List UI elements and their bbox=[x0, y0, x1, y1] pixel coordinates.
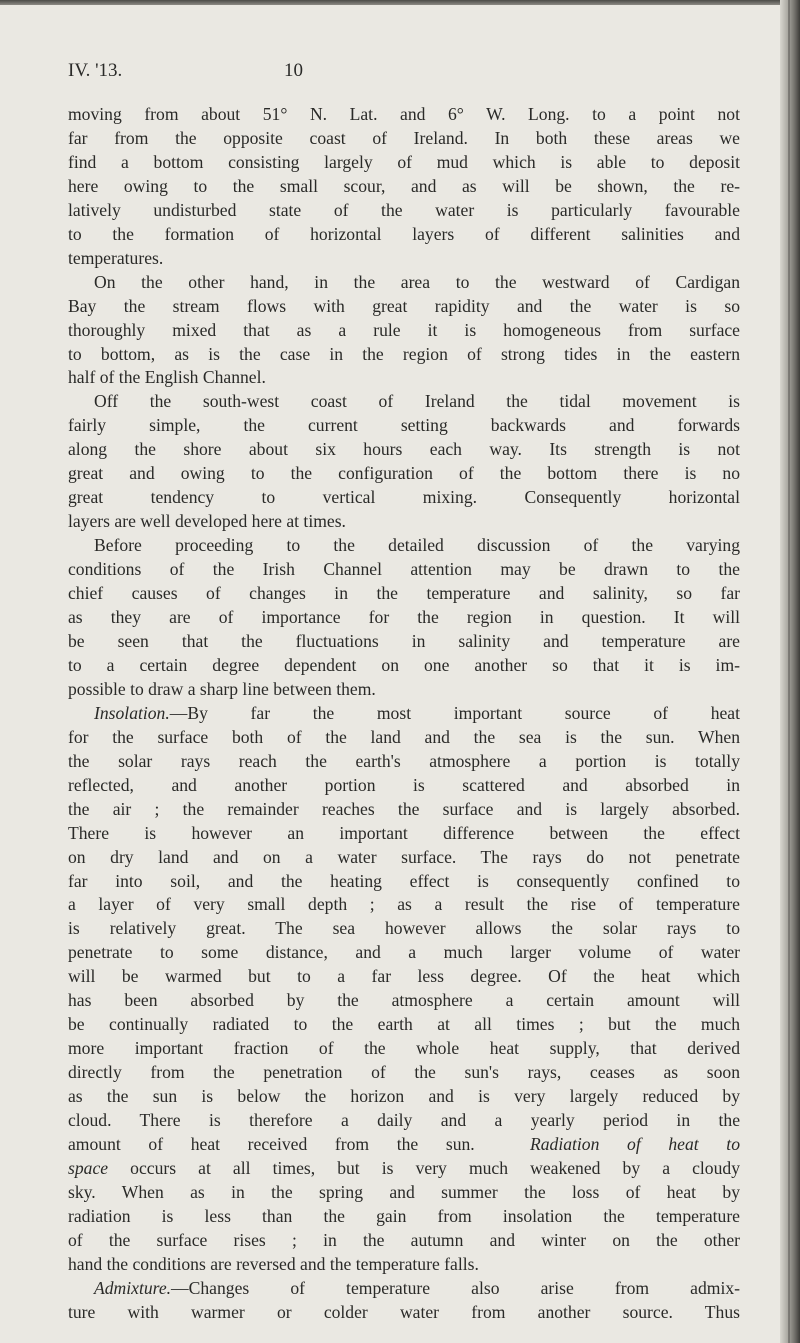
text-line: be continually radiated to the earth at all times ; but the much bbox=[68, 1014, 740, 1035]
text-line: thoroughly mixed that as a rule it is homogeneous from surface bbox=[68, 319, 740, 340]
text-line: here owing to the small scour, and as will be shown, the re- bbox=[68, 175, 740, 196]
body-text bbox=[68, 103, 740, 1325]
page-binding-edge bbox=[780, 0, 800, 1343]
section-heading-admixture: Admixture. bbox=[94, 1277, 172, 1298]
text-line: a layer of very small depth ; as a result the rise of temperature bbox=[68, 894, 740, 915]
paragraph bbox=[68, 702, 740, 1277]
term-radiation-of-heat: Radiation of heat to bbox=[530, 1133, 740, 1154]
text-line: find a bottom consisting largely of mud which is able to deposit bbox=[68, 151, 740, 172]
paragraph bbox=[68, 103, 740, 271]
text-line: directly from the penetration of the sun's rays, ceases as soon bbox=[68, 1062, 740, 1083]
text-line: of the surface rises ; in the autumn and winter on the other bbox=[68, 1229, 740, 1250]
text-line: hand the conditions are reversed and the temperature falls. bbox=[68, 1253, 479, 1274]
text-line: as they are of importance for the region in question. It will bbox=[68, 607, 740, 628]
text-line: Before proceeding to the detailed discussion of the varying bbox=[94, 535, 740, 556]
text-line bbox=[68, 1277, 740, 1301]
text-line: be seen that the fluctuations in salinity and temperature are bbox=[68, 630, 740, 651]
text-line: has been absorbed by the atmosphere a certain amount will bbox=[68, 990, 740, 1011]
text-line: temperatures. bbox=[68, 247, 164, 268]
text-line: half of the English Channel. bbox=[68, 367, 266, 388]
text-line: great and owing to the configuration of the bottom there is no bbox=[68, 463, 740, 484]
volume-label: IV. '13. bbox=[68, 60, 123, 81]
text-run: —Changes of temperature also arise from admix- bbox=[171, 1277, 740, 1298]
text-line: to a certain degree dependent on one another so that it is im- bbox=[68, 654, 740, 675]
text-line: to the formation of horizontal layers of different salinities and bbox=[68, 223, 740, 244]
text-line: penetrate to some distance, and a much larger volume of water bbox=[68, 942, 740, 963]
paragraph bbox=[68, 1277, 740, 1325]
text-line: great tendency to vertical mixing. Consequently horizontal bbox=[68, 487, 740, 508]
text-line: fairly simple, the current setting backwards and forwards bbox=[68, 415, 740, 436]
running-header bbox=[68, 60, 368, 88]
text-line: for the surface both of the land and the sea is the sun. When bbox=[68, 726, 740, 747]
text-line: latively undisturbed state of the water is particularly favourable bbox=[68, 199, 740, 220]
text-run: occurs at all times, but is very much weakened by a cloudy bbox=[108, 1157, 740, 1178]
text-line bbox=[68, 1133, 740, 1157]
text-line: the air ; the remainder reaches the surface and is largely absorbed. bbox=[68, 798, 740, 819]
text-line: ture with warmer or colder water from another source. Thus bbox=[68, 1301, 740, 1322]
text-line: as the sun is below the horizon and is very largely reduced by bbox=[68, 1086, 740, 1107]
text-line: the solar rays reach the earth's atmosphere a portion is totally bbox=[68, 750, 740, 771]
page-number: 10 bbox=[284, 60, 303, 81]
text-line: layers are well developed here at times. bbox=[68, 511, 346, 532]
paragraph bbox=[68, 534, 740, 702]
text-line: Bay the stream flows with great rapidity and the water is so bbox=[68, 295, 740, 316]
text-line: radiation is less than the gain from insolation the temperature bbox=[68, 1205, 740, 1226]
text-line: moving from about 51° N. Lat. and 6° W. Long. to a point not bbox=[68, 104, 740, 124]
text-line: There is however an important difference between the effect bbox=[68, 822, 740, 843]
text-line: On the other hand, in the area to the westward of Cardigan bbox=[94, 271, 740, 292]
text-line: more important fraction of the whole heat supply, that derived bbox=[68, 1038, 740, 1059]
text-line: to bottom, as is the case in the region of strong tides in the eastern bbox=[68, 343, 740, 364]
text-line: will be warmed but to a far less degree. Of the heat which bbox=[68, 966, 740, 987]
paragraph bbox=[68, 271, 740, 391]
text-line: Off the south-west coast of Ireland the tidal movement is bbox=[94, 391, 740, 412]
text-line: possible to draw a sharp line between them. bbox=[68, 678, 376, 699]
text-line: far into soil, and the heating effect is consequently confined to bbox=[68, 870, 740, 891]
text-line: chief causes of changes in the temperature and salinity, so far bbox=[68, 583, 740, 604]
text-line: reflected, and another portion is scattered and absorbed in bbox=[68, 774, 740, 795]
text-line: conditions of the Irish Channel attention may be drawn to the bbox=[68, 559, 740, 580]
paragraph bbox=[68, 390, 740, 534]
text-line: cloud. There is therefore a daily and a yearly period in the bbox=[68, 1110, 740, 1131]
text-run: —By far the most important source of heat bbox=[169, 702, 740, 723]
text-line: along the shore about six hours each way. Its strength is not bbox=[68, 439, 740, 460]
text-run: amount of heat received from the sun. bbox=[68, 1133, 530, 1154]
text-line: far from the opposite coast of Ireland. In both these areas we bbox=[68, 127, 740, 148]
text-line: is relatively great. The sea however allows the solar rays to bbox=[68, 918, 740, 939]
text-line bbox=[68, 702, 740, 726]
text-line: on dry land and on a water surface. The rays do not penetrate bbox=[68, 846, 740, 867]
term-space: space bbox=[68, 1157, 109, 1178]
text-line bbox=[68, 1157, 740, 1181]
text-line: sky. When as in the spring and summer the loss of heat by bbox=[68, 1181, 740, 1202]
section-heading-insolation: Insolation. bbox=[94, 702, 170, 723]
